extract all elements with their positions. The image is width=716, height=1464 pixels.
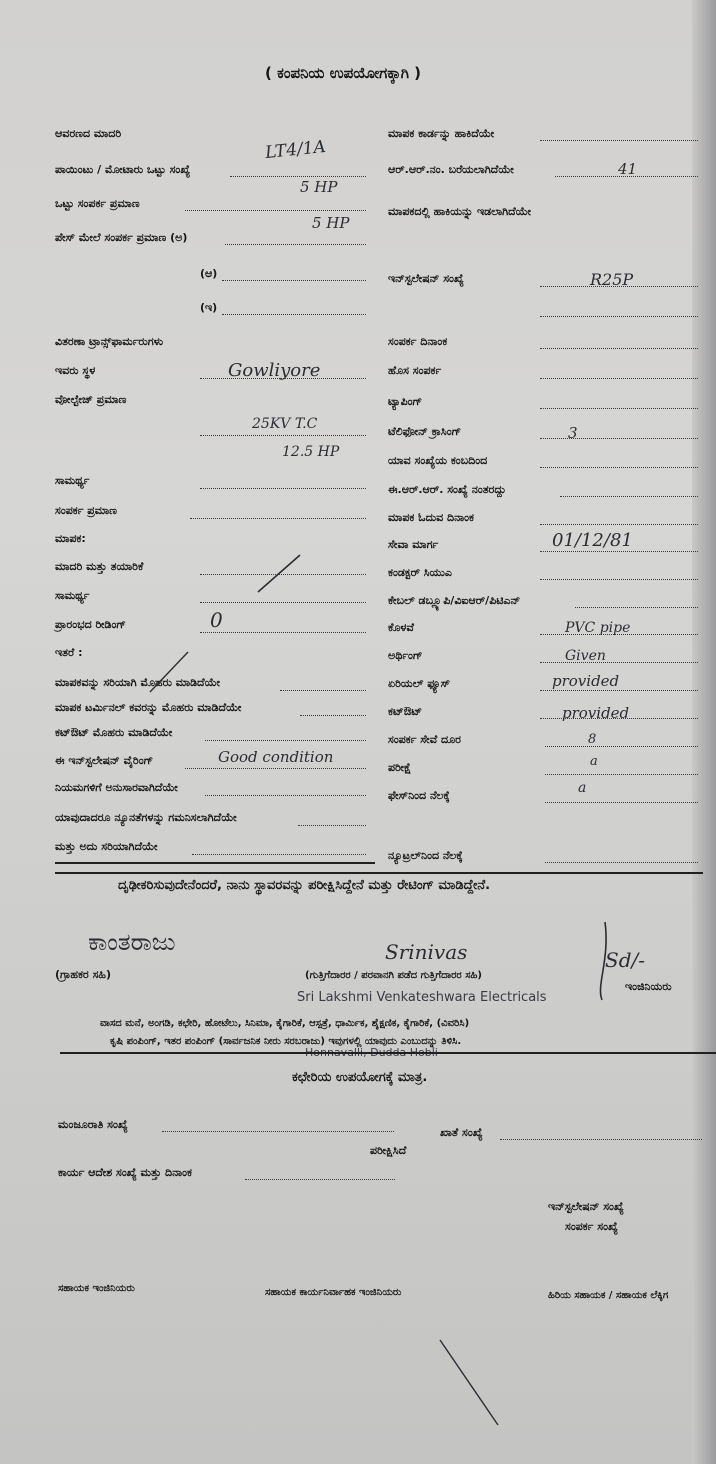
- label-connected-load: ಸಂಪರ್ಕ ಪ್ರಮಾಣ: [55, 504, 117, 517]
- hand-cutout: provided: [562, 704, 630, 722]
- hand-point-count: LT4/1A: [264, 136, 327, 164]
- contractor-sign-label: (ಗುತ್ತಿಗೆದಾರರ / ಪರವಾನಗಿ ಪಡೆದ ಗುತ್ತಿಗೆದಾರರ ಸಹಿ): [305, 970, 482, 981]
- label-meter-reading-date: ಮಾಪಕ ಓದುವ ದಿನಾಂಕ: [388, 511, 474, 524]
- engineer-sign-label: ಇಂಜಿನಿಯರು: [625, 980, 672, 993]
- label-meter-capacity: ಸಾಮರ್ಥ್ಯ: [55, 589, 90, 602]
- label-total-load: ಒಟ್ಟು ಸಂಪರ್ಕ ಪ್ರಮಾಣ: [55, 197, 140, 210]
- label-place: ಇವರು ಸ್ಥಳ: [55, 364, 96, 377]
- label-others: ಇತರೆ :: [55, 646, 83, 659]
- label-conductor: ಕಂಡಕ್ಟರ್ ಸಿಯುಎ: [388, 566, 452, 579]
- hand-wiring: Good condition: [218, 748, 334, 766]
- hand-total-load: 5 HP: [300, 178, 338, 196]
- label-meter-seal: ಮಾಪಕದಲ್ಲಿ ಹಾಕಿಯನ್ನು ಇಡಲಾಗಿದೆಯೇ: [388, 205, 532, 218]
- label-cutout-sealed: ಕಟ್‌ಔಟ್ ಮೊಹರು ಮಾಡಿದೆಯೇ: [55, 726, 173, 739]
- label-transformers: ವಿತರಣಾ ಟ್ರಾನ್ಸ್‌ಫಾರ್ಮರುಗಳು: [55, 335, 164, 348]
- label-initial-reading: ಪ್ರಾರಂಭದ ರೀಡಿಂಗ್: [55, 618, 126, 631]
- label-err-no: ಈ.ಆರ್.ಆರ್. ಸಂಖ್ಯೆ ನಂತರದ್ದು: [388, 483, 506, 496]
- label-asst-exec-engineer: ಸಹಾಯಕ ಕಾರ್ಯನಿರ್ವಾಹಕ ಇಂಜಿನಿಯರು: [265, 1287, 402, 1298]
- hand-test: a: [590, 754, 598, 769]
- divider: [60, 1052, 716, 1054]
- hand-voltage: 25KV T.C: [252, 416, 318, 432]
- hand-rr-no: 41: [618, 160, 638, 178]
- hand-earthing: Given: [565, 648, 606, 664]
- field-line: [500, 1139, 702, 1140]
- pen-stroke: [258, 555, 300, 592]
- contractor-signature: Srinivas: [385, 940, 468, 964]
- customer-signature: ಕಾಂತರಾಜು: [88, 928, 176, 956]
- label-point-count: ಪಾಯಿಂಟು / ಮೋಟಾರು ಒಟ್ಟು ಸಂಖ್ಯೆ: [55, 163, 191, 176]
- stamp-address: Honnavalli, Dudda Hobli: [305, 1046, 438, 1059]
- label-corrected: ಮತ್ತು ಅದು ಸರಿಯಾಗಿದೆಯೇ: [55, 840, 158, 853]
- label-neutral-earth: ನ್ಯೂಟ್ರಲ್‌ನಿಂದ ನೆಲಕ್ಕೆ: [388, 849, 463, 862]
- label-service-distance: ಸಂಪರ್ಕ ಸೇವೆ ದೂರ: [388, 733, 461, 746]
- engineer-signature: Sd/-: [605, 948, 645, 972]
- label-phase-earth: ಫೇಸ್‌ನಿಂದ ನೆಲಕ್ಕೆ: [388, 789, 450, 802]
- label-work-order: ಕಾರ್ಯ ಆದೇಶ ಸಂಖ್ಯೆ ಮತ್ತು ದಿನಾಂಕ: [58, 1166, 192, 1179]
- label-cutout: ಕಟ್‌ಔಟ್: [388, 705, 422, 718]
- label-connection-date: ಸಂಪರ್ಕ ದಿನಾಂಕ: [388, 335, 448, 348]
- pen-stroke: [440, 1340, 498, 1425]
- label-wiring: ಈ ಇನ್‌ಸ್ಟಲೇಷನ್ ವೈರಿಂಗ್: [55, 754, 154, 767]
- label-meter: ಮಾಪಕ:: [55, 532, 86, 545]
- label-senior-asst: ಹಿರಿಯ ಸಹಾಯಕ / ಸಹಾಯಕ ಲೆಕ್ಕಿಗ: [548, 1290, 669, 1301]
- hand-aerial-fuse: provided: [552, 672, 620, 690]
- declaration-text: ದೃಢೀಕರಿಸುವುದೇನೆಂದರೆ, ನಾನು ಸ್ಥಾವರವನ್ನು ಪರೀಕ್ಷಿಸಿದ್ದೇನೆ ಮತ್ತು ರೇಟಿಂಗ್ ಮಾಡಿದ್ದೇನೆ.: [118, 878, 491, 893]
- field-line: [245, 1179, 395, 1180]
- hand-service-distance: 8: [588, 732, 597, 747]
- label-phase-load-c: (ಇ): [200, 301, 218, 314]
- label-per-rules: ನಿಯಮಗಳಿಗೆ ಅನುಸಾರವಾಗಿದೆಯೇ: [55, 781, 178, 794]
- label-model-make: ಮಾದರಿ ಮತ್ತು ತಯಾರಿಕೆ: [55, 560, 144, 573]
- category-line-2: ಕೃಷಿ ಪಂಪಿಂಗ್, ಇತರ ಪಂಪಿಂಗ್ (ಸಾರ್ವಜನಿಕ ನೀರು ಸರಬರಾಜು) ಇವುಗಳಲ್ಲಿ ಯಾವುದು ಎಂಬುದನ್ನು ತಿಳಿಸಿ.: [110, 1036, 462, 1047]
- label-defects: ಯಾವುದಾದರೂ ನ್ಯೂನತೆಗಳನ್ನು ಗಮನಿಸಲಾಗಿದೆಯೇ: [55, 811, 237, 824]
- label-new-connection: ಹೊಸ ಸಂಪರ್ಕ: [388, 364, 442, 377]
- label-asst-engineer: ಸಹಾಯಕ ಇಂಜಿನಿಯರು: [58, 1283, 135, 1294]
- hand-voltage-2: 12.5 HP: [282, 444, 340, 460]
- customer-sign-label: (ಗ್ರಾಹಕರ ಸಹಿ): [55, 968, 111, 981]
- label-capacity: ಸಾಮರ್ಥ್ಯ: [55, 474, 90, 487]
- label-meter-card: ಮಾಪಕ ಕಾರ್ಡನ್ನು ಹಾಕಿದೆಯೇ: [388, 127, 495, 140]
- label-pipe: ಕೊಳವೆ: [388, 621, 414, 634]
- label-earthing: ಅರ್ಥಿಂಗ್: [388, 649, 423, 662]
- label-sanction-no: ಮಂಜೂರಾತಿ ಸಂಖ್ಯೆ: [58, 1118, 128, 1131]
- label-meter-sealed: ಮಾಪಕವನ್ನು ಸರಿಯಾಗಿ ಮೊಹರು ಮಾಡಿದೆಯೇ: [55, 676, 220, 689]
- label-account-no: ಖಾತೆ ಸಂಖ್ಯೆ: [440, 1126, 483, 1139]
- hand-telephone-crossing: 3: [568, 424, 578, 442]
- hand-start-reading: 0: [210, 608, 223, 632]
- label-cable: ಕೇಬಲ್ ಡಬ್ಲ್ಯೂಪಿ/ವಿಐಆರ್/ಪಿಟಿಎನ್: [388, 594, 521, 607]
- hand-pipe: PVC pipe: [565, 620, 631, 636]
- pen-stroke: [150, 652, 188, 692]
- label-aerial-fuse: ಏರಿಯಲ್ ಫ್ಯೂಸ್: [388, 677, 450, 690]
- divider: [55, 862, 375, 864]
- label-rr-no: ಆರ್.ಆರ್.ನಂ. ಬರೆಯಲಾಗಿದೆಯೇ: [388, 163, 514, 176]
- hand-installation-no: R25P: [590, 270, 634, 289]
- stamp-name: Sri Lakshmi Venkateshwara Electricals: [297, 990, 547, 1005]
- label-tapping: ಟ್ಯಾಪಿಂಗ್: [388, 395, 423, 408]
- hand-phase-earth: a: [578, 780, 587, 796]
- label-voltage: ವೋಲ್ಟೇಜ್ ಪ್ರಮಾಣ: [55, 393, 127, 406]
- label-installation-no: ಇನ್‌ಸ್ಟಲೇಷನ್ ಸಂಖ್ಯೆ: [388, 272, 464, 285]
- category-line-1: ವಾಸದ ಮನೆ, ಅಂಗಡಿ, ಕಛೇರಿ, ಹೋಟೆಲು, ಸಿನಿಮಾ, ಕೈಗಾರಿಕೆ, ಆಸ್ಪತ್ರೆ, ಧಾರ್ಮಿಕ, ಶೈಕ್ಷಣಿಕ, ಕೈಗಾರಿಕೆ, (ವಿವರಿಸಿ): [100, 1018, 470, 1029]
- office-use-heading: ಕಛೇರಿಯ ಉಪಯೋಗಕ್ಕೆ ಮಾತ್ರ.: [292, 1070, 428, 1085]
- label-terminal-sealed: ಮಾಪಕ ಟರ್ಮಿನಲ್ ಕವರನ್ನು ಮೊಹರು ಮಾಡಿದೆಯೇ: [55, 701, 242, 714]
- field-line: [162, 1131, 394, 1132]
- label-premises-type: ಆವರಣದ ಮಾದರಿ: [55, 127, 122, 140]
- label-test: ಪರೀಕ್ಷೆ: [388, 761, 412, 774]
- label-pole-no: ಯಾವ ಸಂಖ್ಯೆಯ ಕಂಬದಿಂದ: [388, 454, 488, 467]
- label-service-line: ಸೇವಾ ಮಾರ್ಗ: [388, 538, 439, 551]
- label-checked: ಪರೀಕ್ಷಿಸಿದೆ: [370, 1144, 407, 1157]
- hand-phase-load: 5 HP: [312, 214, 350, 232]
- label-phase-load-a: ಪೇಸ್ ಮೇಲೆ ಸಂಪರ್ಕ ಪ್ರಮಾಣ (ಅ): [55, 231, 188, 244]
- form-title: ( ಕಂಪನಿಯ ಉಪಯೋಗಕ್ಕಾಗಿ ): [265, 64, 422, 82]
- label-phase-load-b: (ಆ): [200, 267, 218, 280]
- hand-place: Gowliyore: [228, 360, 321, 381]
- label-installation-no-2: ಇನ್‌ಸ್ಟಲೇಷನ್ ಸಂಖ್ಯೆ: [548, 1200, 624, 1213]
- label-connection-no: ಸಂಪರ್ಕ ಸಂಖ್ಯೆ: [565, 1220, 618, 1233]
- hand-service-line: 01/12/81: [552, 530, 633, 551]
- label-telephone-crossing: ಟೆಲಿಫೋನ್ ಕ್ರಾಸಿಂಗ್: [388, 425, 462, 438]
- divider: [55, 872, 703, 874]
